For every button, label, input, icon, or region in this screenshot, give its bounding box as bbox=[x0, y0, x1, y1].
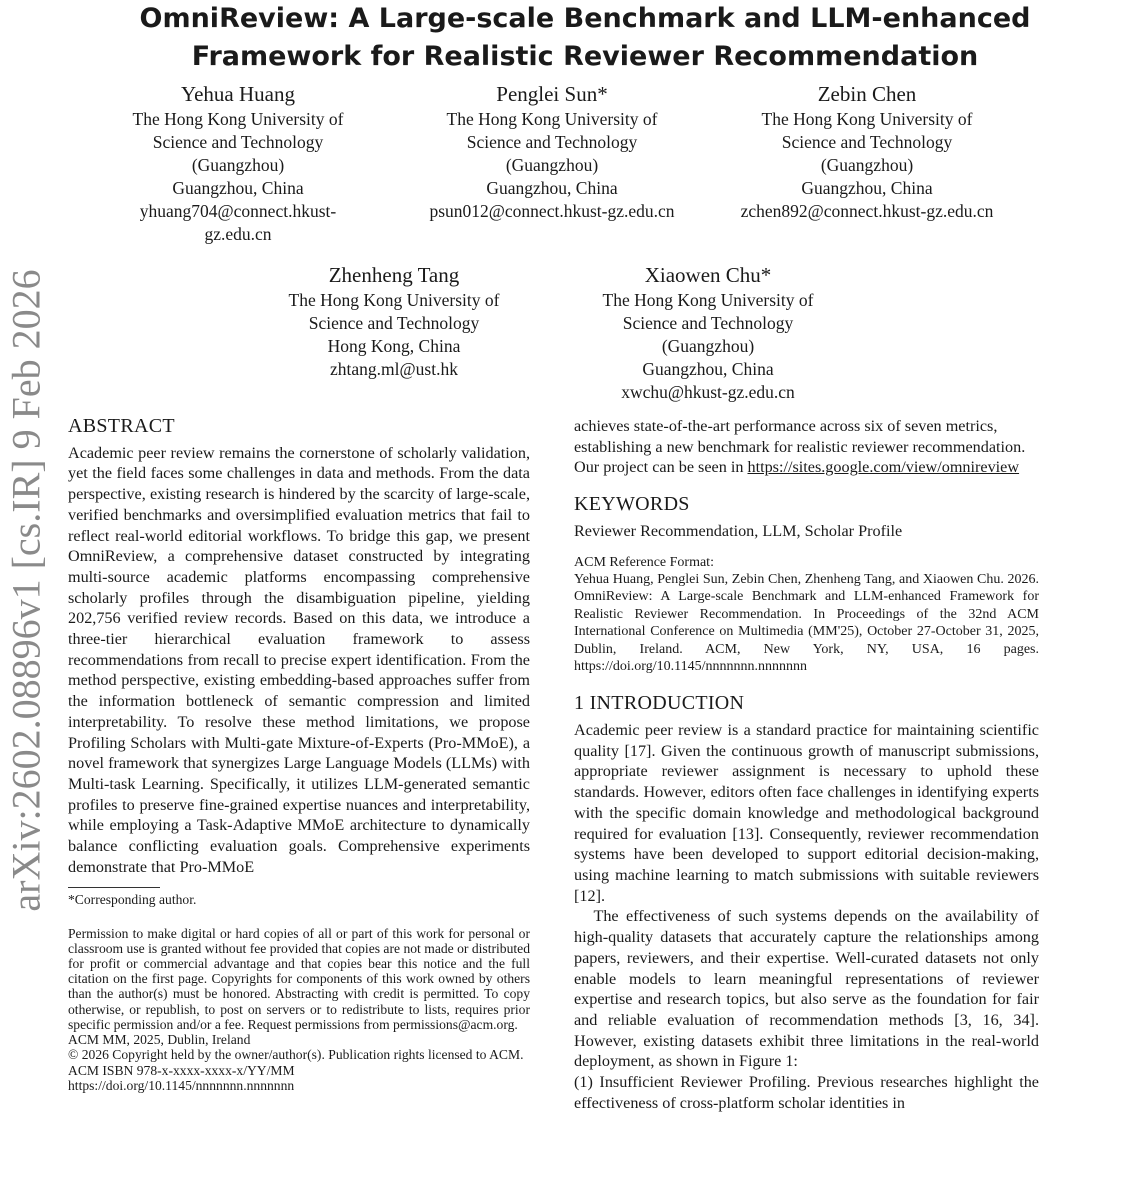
intro-paragraph-2: The effectiveness of such systems depends on the availability of high-quality datasets that accurately capture the relationships among papers, reviewers, and their expertise. Well-curated datasets not only enable models to learn meaningful representations of reviewer expertise and research topics, but also serve as the foundation for fair and reliable evaluation of recommendation methods [3, 16, 34]. However, existing datasets exhibit three limitations in the real-world deployment, as shown in Figure 1: bbox=[574, 907, 1039, 1071]
right-column bbox=[574, 416, 1039, 1113]
author-email: xwchu@hkust-gz.edu.cn bbox=[621, 382, 795, 402]
abstract-continuation bbox=[574, 416, 1039, 478]
title-line-2: Framework for Realistic Reviewer Recommendation bbox=[191, 41, 979, 72]
abstract-text: Academic peer review remains the cornerstone of scholarly validation, yet the field faces some challenges in data and methods. From the data perspective, existing research is hindered by the scarcity of large-scale, verified benchmarks and oversimplified evaluation metrics that fail to reflect real-world editorial workflows. To bridge this gap, we present OmniReview, a comprehensive dataset constructed by integrating multi-source academic platforms encompassing comprehensive scholarly profiles through the disambiguation pipeline, yielding 202,756 verified review records. Based on this data, we introduce a three-tier hierarchical evaluation framework to assess recommendations from recall to precise expert identification. From the method perspective, existing embedding-based approaches suffer from the information bottleneck of semantic compression and limited interpretability. To resolve these method limitations, we propose Profiling Scholars with Multi-gate Mixture-of-Experts (Pro-MMoE), a novel framework that synergizes Large Language Models (LLMs) with Multi-task Learning. Specifically, it utilizes LLM-generated semantic profiles to preserve fine-grained expertise nuances and interpretability, while employing a Task-Adaptive MMoE architecture to dynamically balance conflicting evaluation goals. Comprehensive experiments demonstrate that Pro-MMoE bbox=[68, 443, 530, 876]
author-location: Guangzhou, China bbox=[172, 178, 304, 198]
author-affiliation: (Guangzhou) bbox=[191, 155, 285, 175]
intro-paragraph-1: Academic peer review is a standard practice for maintaining scientific quality [17]. Given the continuous growth of manuscript submissions, appropriate reviewer assignment is necessary to uphold these standards. However, editors often face challenges in identifying experts with the specific domain knowledge and methodological background required for evaluation [13]. Consequently, reviewer recommendation systems have been developed to support editorial decision-making, using machine learning to match submissions with suitable reviewers [12]. bbox=[574, 721, 1039, 905]
author-affiliation: The Hong Kong University of bbox=[761, 109, 973, 129]
doi-link: https://doi.org/10.1145/nnnnnnn.nnnnnnn bbox=[68, 1077, 295, 1093]
author-location: Hong Kong, China bbox=[327, 336, 461, 356]
acm-reference-text: Yehua Huang, Penglei Sun, Zebin Chen, Zhenheng Tang, and Xiaowen Chu. 2026. OmniReview: A Large-scale Benchmark and LLM-enhanced Framework for Realistic Reviewer Recommendation. In Proceedings of the 32nd ACM International Conference on Multimedia (MM'25), October 27-October 31, 2025, Dublin, Ireland. ACM, New York, NY, USA, 16 pages. https://doi.org/10.1145/nnnnnnn.nnnnnnn bbox=[574, 571, 1039, 674]
author-affiliation: The Hong Kong University of bbox=[446, 109, 658, 129]
author-email: psun012@connect.hkust-gz.edu.cn bbox=[429, 201, 675, 221]
author-block-sun bbox=[390, 82, 714, 223]
introduction-heading: 1 INTRODUCTION bbox=[574, 692, 745, 715]
author-name: Xiaowen Chu* bbox=[644, 263, 772, 287]
author-block-tang bbox=[244, 263, 544, 381]
keywords-heading: KEYWORDS bbox=[574, 493, 690, 516]
intro-paragraph-3: (1) Insufficient Reviewer Profiling. Previous researches highlight the effectiveness of cross-platform scholar identities in bbox=[574, 1073, 1039, 1112]
author-affiliation: Science and Technology bbox=[466, 132, 638, 152]
author-name: Penglei Sun* bbox=[496, 82, 608, 106]
isbn: ACM ISBN 978-x-xxxx-xxxx-x/YY/MM bbox=[68, 1062, 295, 1078]
left-column bbox=[68, 416, 530, 1093]
project-url[interactable]: https://sites.google.com/view/omnireview bbox=[747, 458, 1020, 477]
author-affiliation: Science and Technology bbox=[622, 313, 794, 333]
author-email: gz.edu.cn bbox=[204, 224, 272, 244]
abstract-heading: ABSTRACT bbox=[68, 415, 175, 437]
author-affiliation: The Hong Kong University of bbox=[602, 290, 814, 310]
author-location: Guangzhou, China bbox=[486, 178, 618, 198]
conference-info: ACM MM, 2025, Dublin, Ireland bbox=[68, 1032, 251, 1048]
author-affiliation: The Hong Kong University of bbox=[132, 109, 344, 129]
keywords-text: Reviewer Recommendation, LLM, Scholar Profile bbox=[574, 521, 903, 540]
author-affiliation: Science and Technology bbox=[152, 132, 324, 152]
copyright-notice: © 2026 Copyright held by the owner/author(s). Publication rights licensed to ACM. bbox=[68, 1047, 524, 1063]
author-affiliation: Science and Technology bbox=[781, 132, 953, 152]
author-affiliation: Science and Technology bbox=[308, 313, 480, 333]
author-location: Guangzhou, China bbox=[642, 359, 774, 379]
author-affiliation: The Hong Kong University of bbox=[288, 290, 500, 310]
author-email: zhtang.ml@ust.hk bbox=[330, 359, 458, 379]
arxiv-stamp bbox=[0, 260, 52, 920]
title-line-1: OmniReview: A Large-scale Benchmark and LLM-enhanced bbox=[139, 3, 1031, 34]
author-name: Yehua Huang bbox=[181, 82, 295, 106]
author-name: Zebin Chen bbox=[817, 82, 917, 106]
author-block-huang bbox=[88, 82, 388, 246]
author-block-chu bbox=[558, 263, 858, 404]
author-email: yhuang704@connect.hkust- bbox=[139, 201, 337, 221]
footnote: *Corresponding author. bbox=[68, 892, 197, 908]
author-block-chen bbox=[712, 82, 1022, 223]
author-location: Guangzhou, China bbox=[801, 178, 933, 198]
abstract-continued-text: achieves state-of-the-art performance across six of seven metrics, establishing a new benchmark for realistic reviewer recommendation. Our project can be seen in bbox=[574, 417, 1026, 477]
author-affiliation: (Guangzhou) bbox=[505, 155, 599, 175]
paper-title bbox=[40, 0, 1130, 76]
permission-notice: Permission to make digital or hard copies of all or part of this work for personal or classroom use is granted without fee provided that copies are not made or distributed for profit or commercial advantage and that copies bear this notice and the full citation on the first page. Copyrights for components of this work owned by others than the author(s) must be honored. Abstracting with credit is permitted. To copy otherwise, or republish, to post on servers or to redistribute to lists, requires prior specific permission and/or a fee. Request permissions from permissions@acm.org. bbox=[68, 925, 530, 1032]
footnote-rule bbox=[68, 887, 160, 888]
author-name: Zhenheng Tang bbox=[328, 263, 460, 287]
acm-reference-label: ACM Reference Format: bbox=[574, 554, 714, 570]
author-affiliation: (Guangzhou) bbox=[661, 336, 755, 356]
author-affiliation: (Guangzhou) bbox=[820, 155, 914, 175]
arxiv-id: arXiv:2602.08896v1 [cs.IR] 9 Feb 2026 bbox=[3, 268, 49, 912]
author-email: zchen892@connect.hkust-gz.edu.cn bbox=[740, 201, 994, 221]
